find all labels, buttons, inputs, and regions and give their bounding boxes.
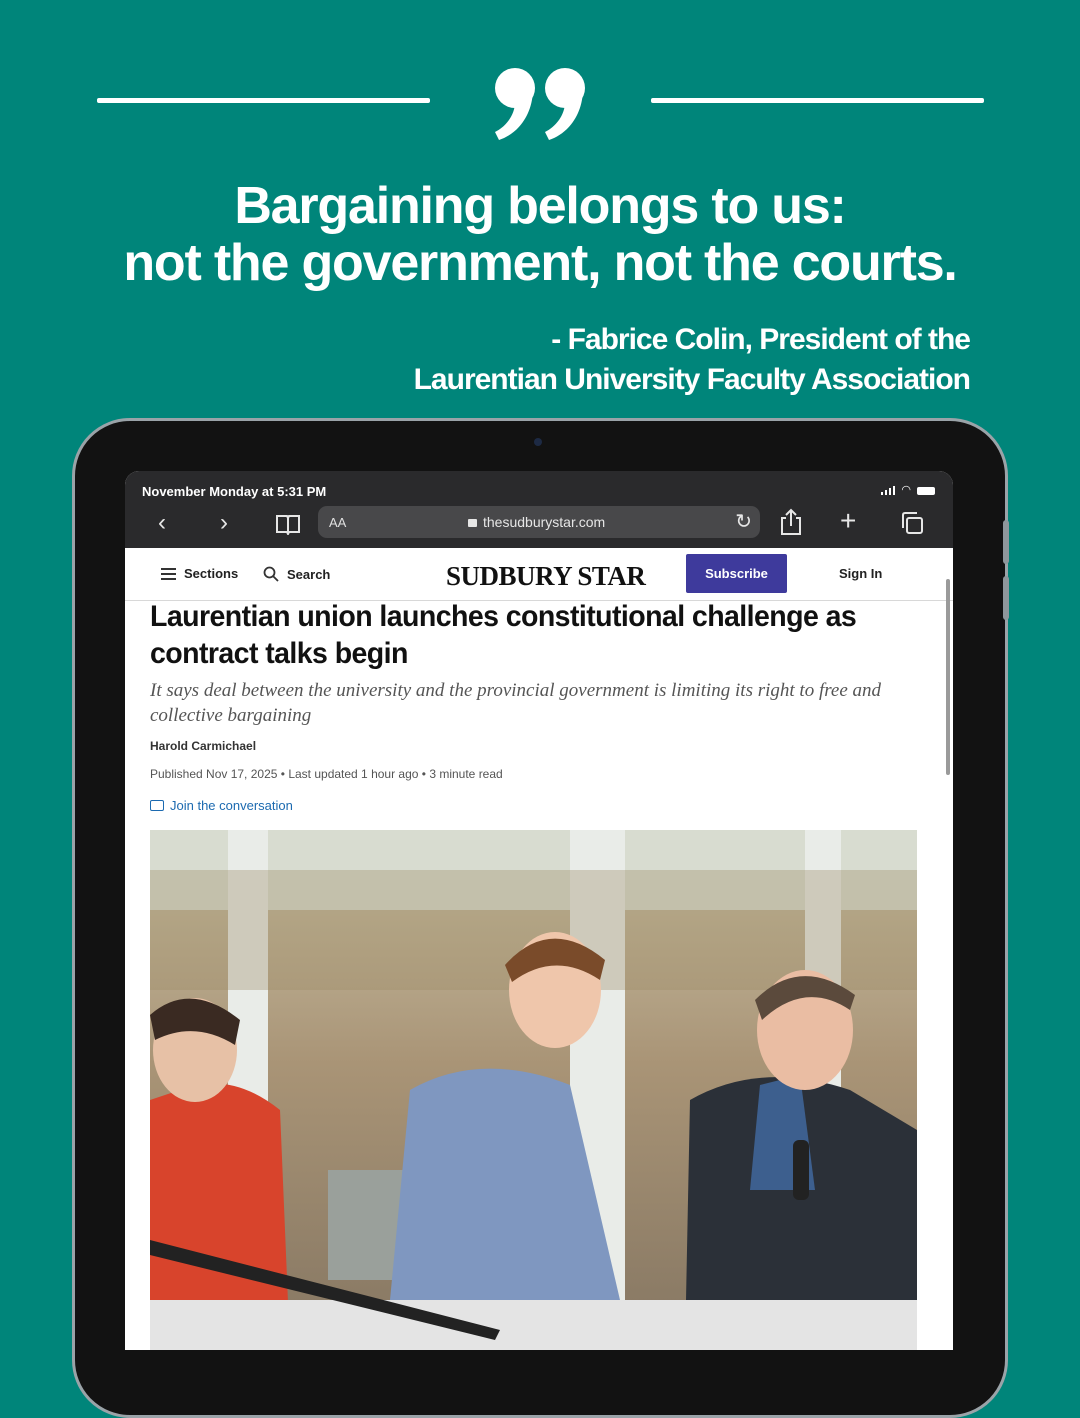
- article-photo: [150, 830, 917, 1350]
- tabs-overview-icon[interactable]: [900, 511, 924, 535]
- tablet-screen: [125, 471, 953, 1350]
- volume-down-button: [1003, 576, 1009, 620]
- forward-button[interactable]: ›: [220, 509, 228, 536]
- lock-icon: [468, 519, 477, 527]
- hamburger-icon: [161, 568, 176, 580]
- quote-line-1: Bargaining belongs to us:: [234, 177, 846, 235]
- battery-icon: [917, 487, 935, 495]
- comment-icon: [150, 800, 164, 811]
- wifi-icon: ◠: [901, 484, 911, 496]
- article-deck: It says deal between the university and the provincial government is limiting its right to free and collective bargaining: [150, 680, 882, 726]
- decorative-rule-left: [97, 98, 430, 103]
- subscribe-button[interactable]: Subscribe: [686, 554, 787, 593]
- bookmarks-icon[interactable]: [275, 513, 301, 535]
- site-logo[interactable]: SUDBURY STAR: [446, 561, 646, 591]
- quote-headline: [60, 178, 1020, 292]
- url-text: [468, 514, 605, 530]
- meta-separator: •: [280, 767, 289, 781]
- read-time: 3 minute read: [429, 767, 503, 781]
- share-icon[interactable]: [780, 508, 802, 536]
- sections-menu[interactable]: [161, 566, 238, 581]
- quote-line-2: not the government, not the courts.: [123, 234, 957, 292]
- url-value: thesudburystar.com: [483, 514, 606, 530]
- reload-icon[interactable]: ↻: [735, 511, 752, 533]
- author-byline[interactable]: Harold Carmichael: [150, 739, 257, 753]
- status-icons: [881, 485, 935, 496]
- browser-chrome: [125, 471, 953, 548]
- join-label: Join the conversation: [170, 798, 293, 813]
- article-meta: [150, 767, 503, 781]
- back-button[interactable]: ‹: [158, 509, 166, 536]
- search-button[interactable]: [263, 566, 330, 582]
- quote-mark-icon: [493, 66, 589, 140]
- front-camera: [534, 438, 542, 446]
- sections-label: Sections: [184, 566, 239, 581]
- scrollbar[interactable]: [946, 579, 950, 775]
- status-time: November Monday at 5:31 PM: [142, 484, 327, 499]
- published-date: Published Nov 17, 2025: [150, 767, 278, 781]
- meta-separator: •: [421, 767, 430, 781]
- decorative-rule-right: [651, 98, 984, 103]
- article-title: Laurentian union launches constitutional challenge as contract talks begin: [150, 600, 857, 670]
- reader-mode-button[interactable]: AA: [329, 515, 347, 530]
- join-conversation-link[interactable]: [150, 798, 293, 813]
- attribution-line-1: - Fabrice Colin, President of the: [551, 323, 970, 356]
- search-icon: [263, 566, 279, 582]
- attribution-line-2: Laurentian University Faculty Association: [413, 363, 970, 396]
- sign-in-link[interactable]: Sign In: [839, 566, 883, 581]
- new-tab-icon[interactable]: +: [840, 505, 857, 536]
- volume-up-button: [1003, 520, 1009, 564]
- updated-time: Last updated 1 hour ago: [288, 767, 419, 781]
- cellular-signal-icon: [881, 486, 895, 495]
- search-label: Search: [287, 566, 331, 582]
- address-bar[interactable]: [318, 506, 760, 538]
- quote-attribution: [270, 320, 970, 400]
- site-navigation: [125, 548, 953, 601]
